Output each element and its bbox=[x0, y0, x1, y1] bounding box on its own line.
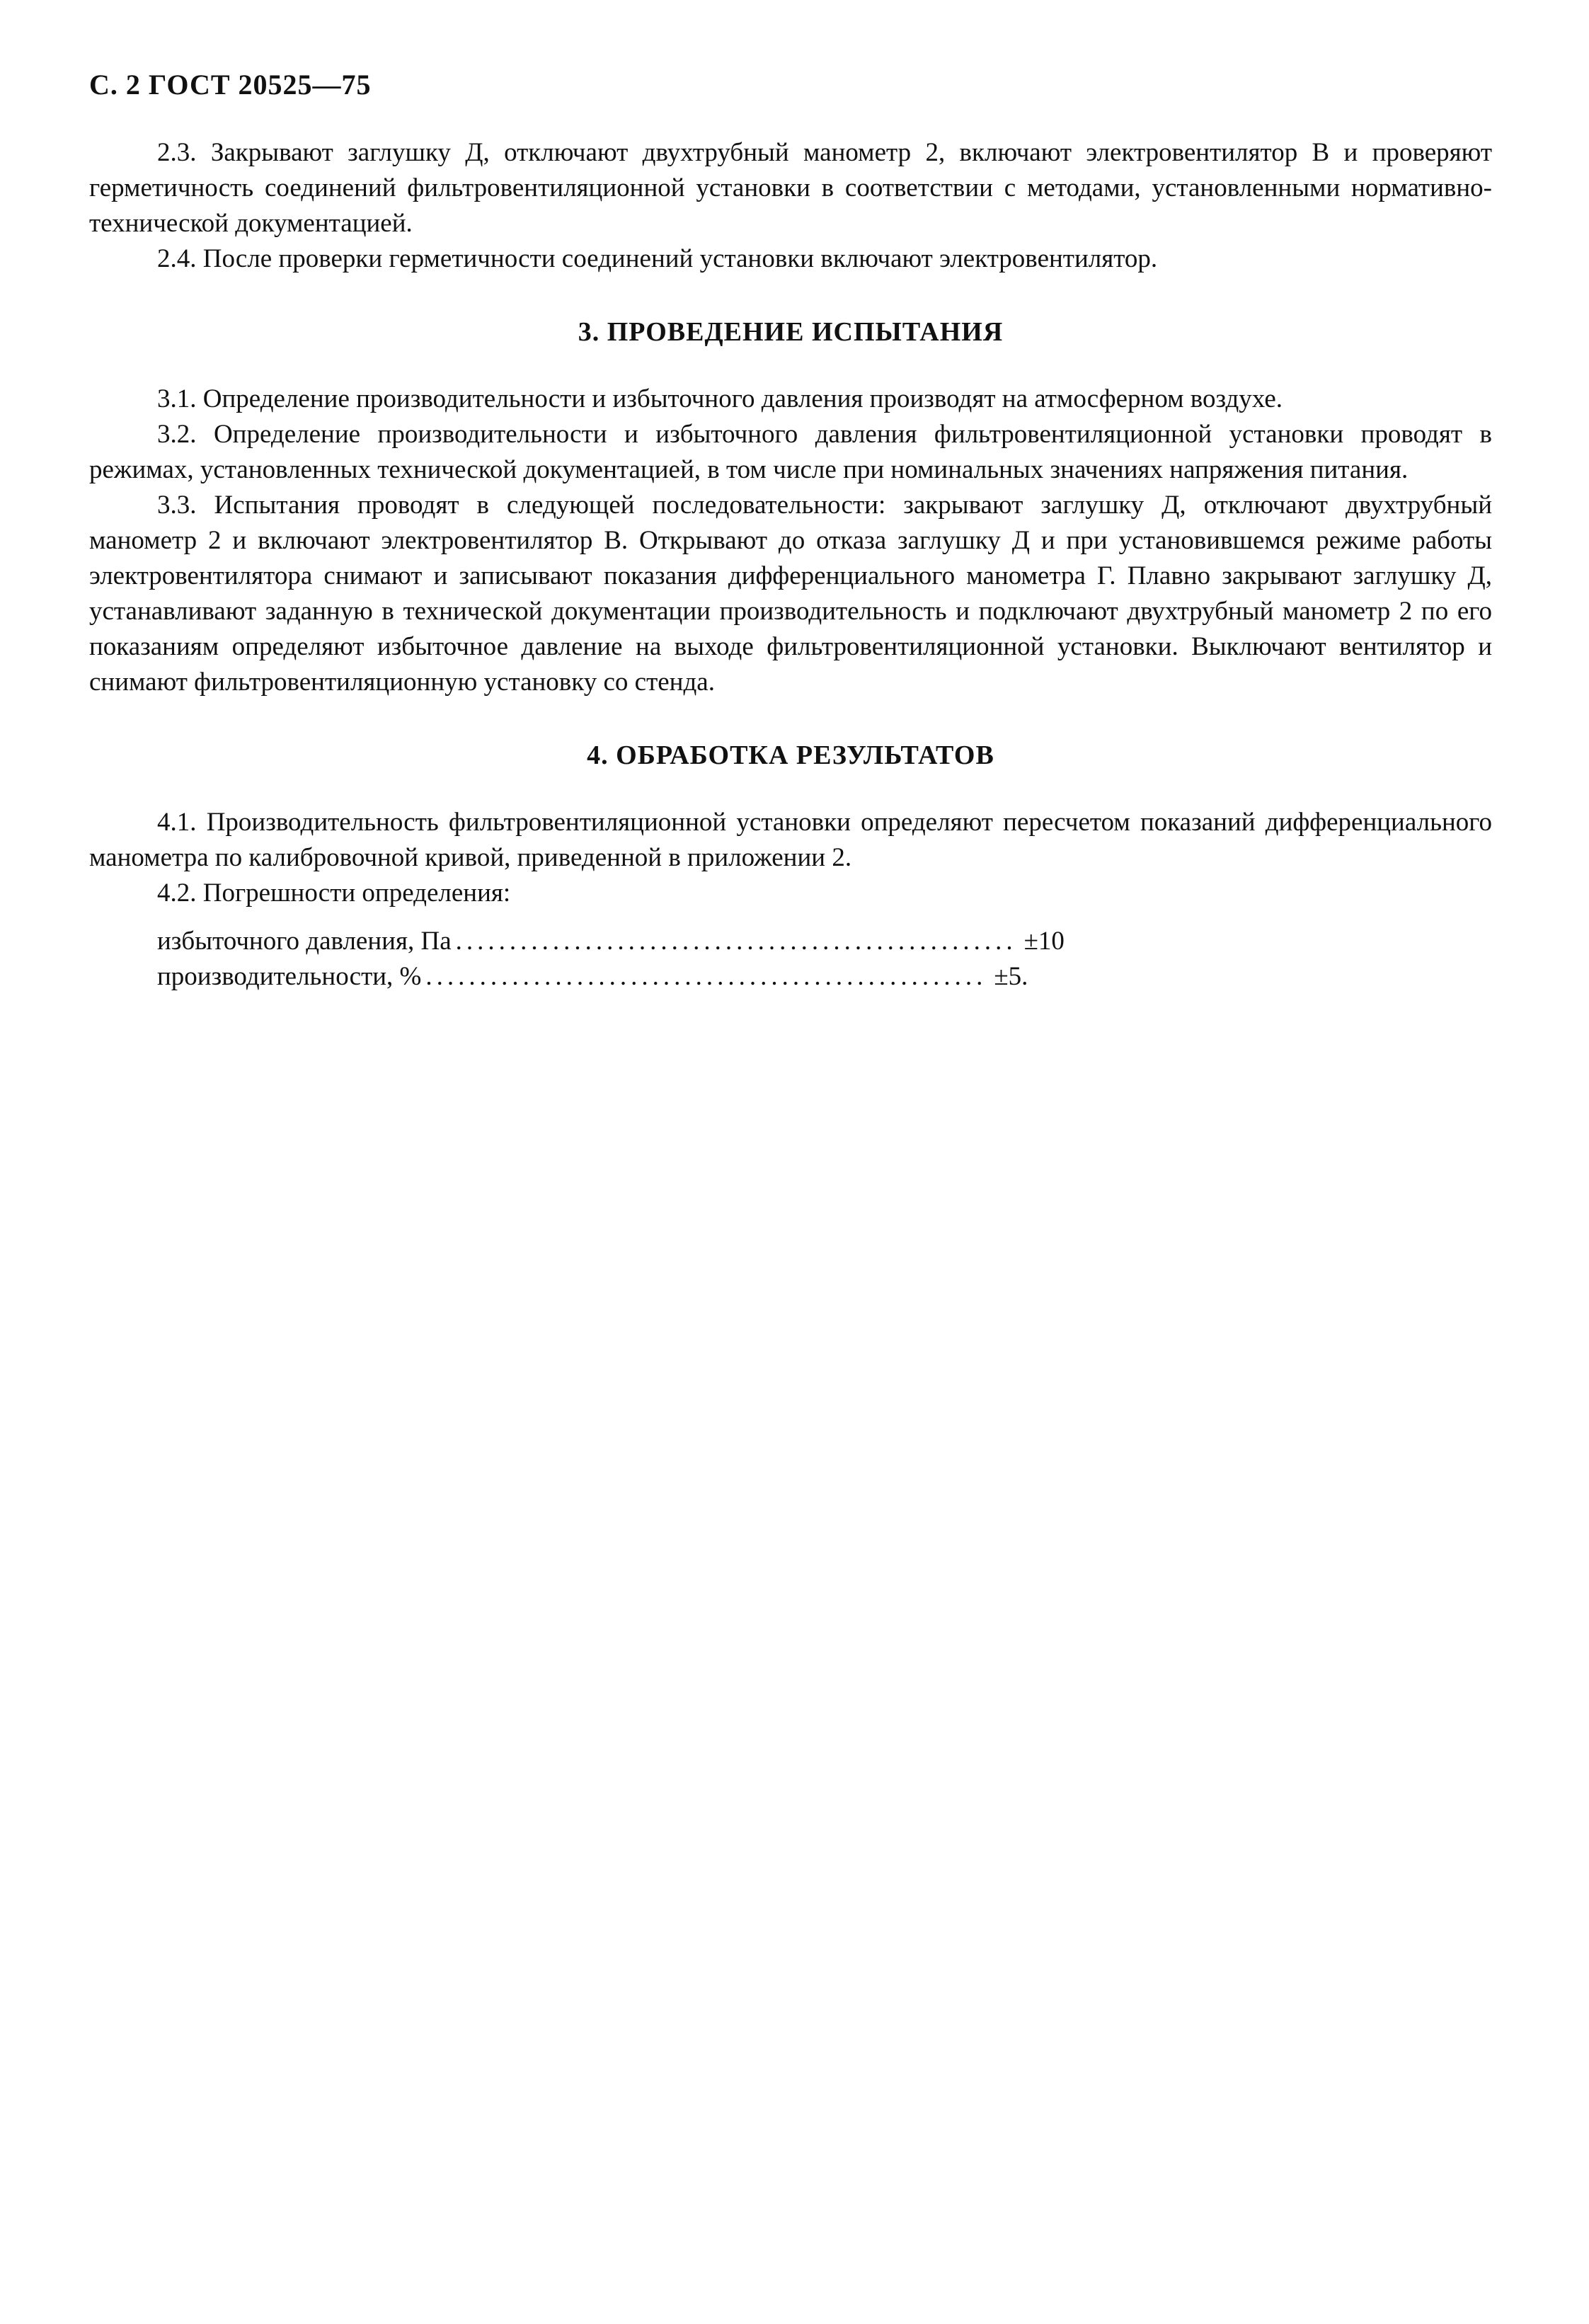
paragraph-3-3: 3.3. Испытания проводят в следующей последовательности: закрывают заглушку Д, отключают двухтрубный манометр 2 и включают электровентилятор В. Открывают до отказа заглушку Д и при установившемся режиме работы электровентилятора снимают и записывают показания дифференциального манометра Г. Плавно закрывают заглушку Д, устанавливают заданную в технической документации производительность и подключают двухтрубный манометр 2 по его показаниям определяют избыточное давление на выходе фильтровентиляционной установки. Выключают вентилятор и снимают фильтровентиляционную установку со стенда. bbox=[89, 491, 1492, 697]
paragraph-3-1: 3.1. Определение производительности и избыточного давления производят на атмосферном воздухе. bbox=[157, 384, 1283, 413]
running-head: С. 2 ГОСТ 20525—75 bbox=[89, 69, 372, 101]
tolerance-label: производительности, % bbox=[157, 962, 422, 991]
tolerance-value: ±10 bbox=[1023, 927, 1065, 956]
tolerance-label: избыточного давления, Па bbox=[157, 927, 452, 956]
paragraph-2-4: 2.4. После проверки герметичности соединений установки включают электровентилятор. bbox=[157, 244, 1158, 273]
paragraph-3-2: 3.2. Определение производительности и избыточного давления фильтровентиляционной установки проводят в режимах, установленных технической документацией, в том числе при номинальных значениях напряжения питания. bbox=[89, 420, 1492, 484]
dot-leader: .................................................... bbox=[425, 962, 987, 991]
tolerance-row bbox=[157, 959, 1028, 995]
section-3-title: 3. ПРОВЕДЕНИЕ ИСПЫТАНИЯ bbox=[578, 317, 1004, 347]
paragraph-4-2: 4.2. Погрешности определения: bbox=[157, 878, 511, 908]
document-page bbox=[89, 68, 1492, 995]
tolerance-list bbox=[157, 924, 1492, 995]
paragraph-2-3: 2.3. Закрывают заглушку Д, отключают двухтрубный манометр 2, включают электровентилятор В и проверяют герметичность соединений фильтровентиляционной установки в соответствии с методами, установленными нормативно-технической документацией. bbox=[89, 138, 1492, 238]
paragraph-4-1: 4.1. Производительность фильтровентиляционной установки определяют пересчетом показаний дифференциального манометра по калибровочной кривой, приведенной в приложении 2. bbox=[89, 808, 1492, 872]
dot-leader: .................................................... bbox=[455, 927, 1017, 956]
section-4-title: 4. ОБРАБОТКА РЕЗУЛЬТАТОВ bbox=[587, 740, 994, 770]
tolerance-row bbox=[157, 924, 1065, 959]
tolerance-value: ±5. bbox=[994, 962, 1028, 991]
